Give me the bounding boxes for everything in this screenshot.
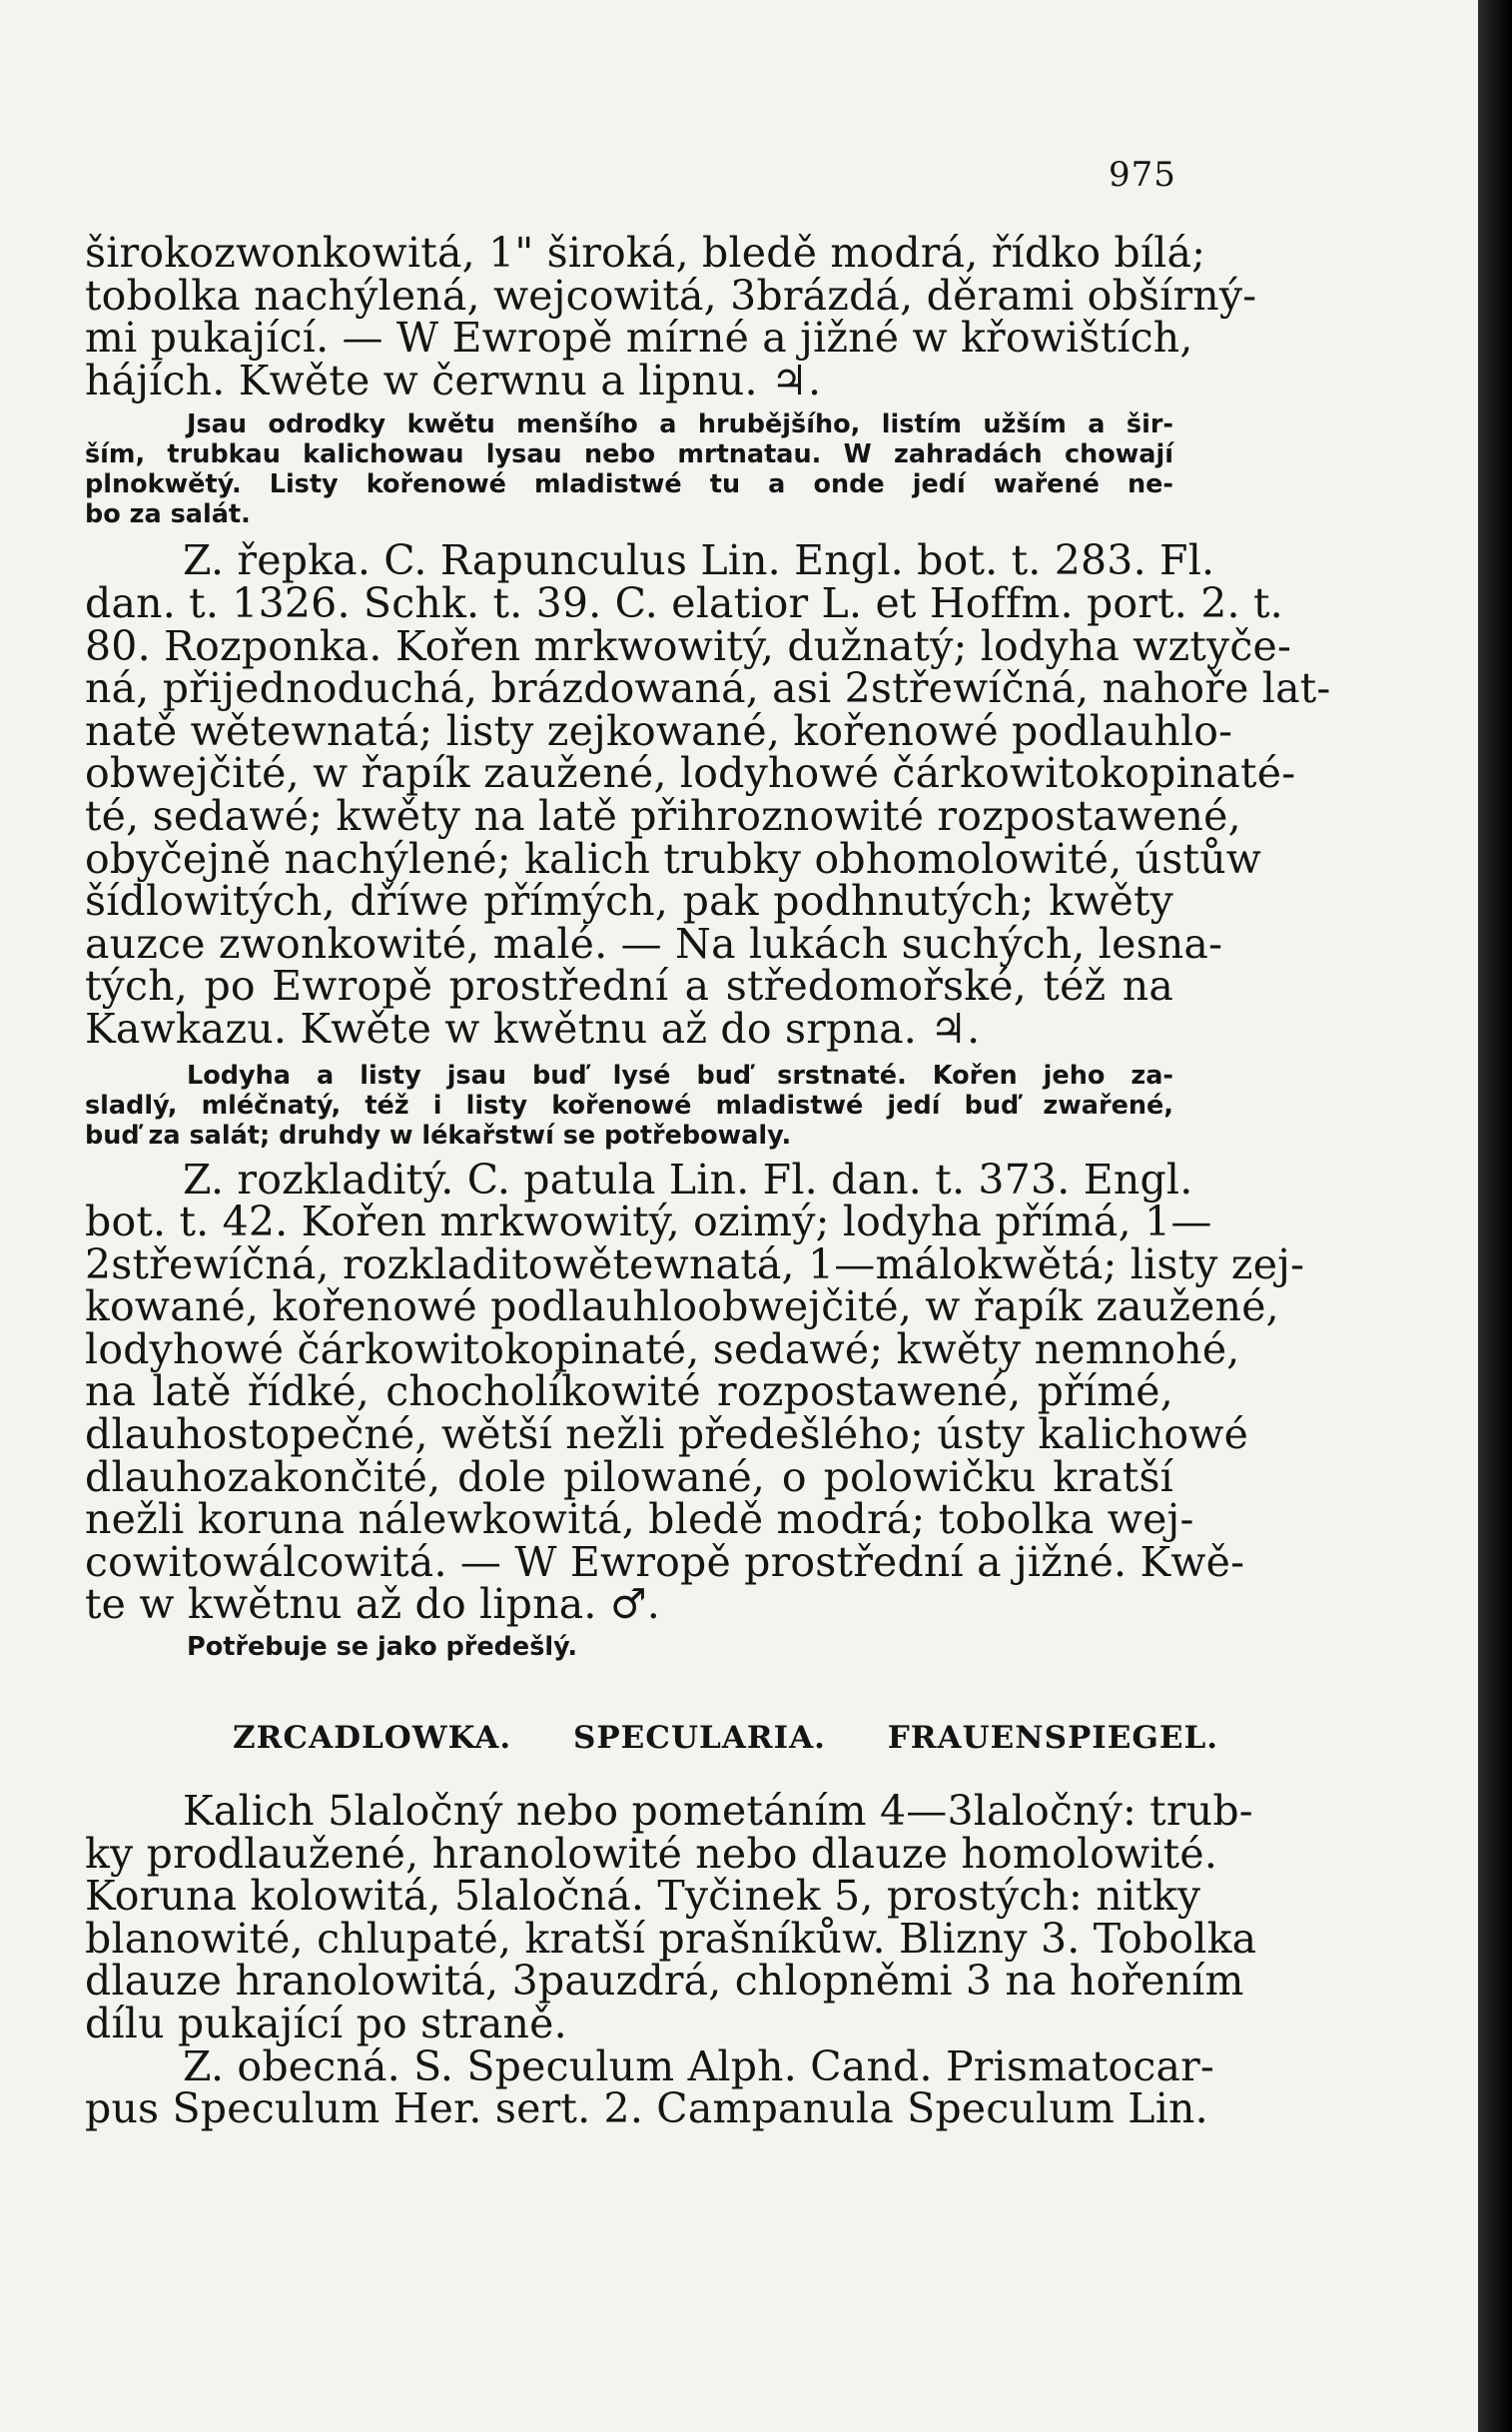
note-line: plnokwětý. Listy kořenowé mladistwé tu a onde jedí wařené ne- <box>85 469 1173 500</box>
species-heading-line: Z. obecná. S. Speculum Alph. Cand. Prismatocar- <box>183 2041 1215 2090</box>
genus-description <box>85 1787 1257 2047</box>
text-line: auzce zwonkowité, malé. — Na lukách suchých, lesna- <box>85 919 1223 968</box>
page-number: 975 <box>1109 155 1176 195</box>
note-line: Jsau odrodky kwětu menšího a hrubějšího, listím užším a šir- <box>187 409 1173 440</box>
text-line: pus Speculum Her. sert. 2. Campanula Speculum Lin. <box>85 2084 1208 2133</box>
genus-name-czech: ZRCADLOWKA. <box>233 1720 512 1757</box>
text-line: bot. t. 42. Kořen mrkwowitý, ozimý; lodyha přímá, 1— <box>85 1198 1212 1246</box>
text-line: Kawkazu. Kwěte w kwětnu až do srpna. ♃. <box>85 1004 981 1053</box>
text-line: kowané, kořenowé podlauhloobwejčité, w řapík zaužené, <box>85 1282 1279 1331</box>
note-line: Potřebuje se jako předešlý. <box>187 1632 578 1663</box>
text-line: nežli koruna nálewkowitá, bledě modrá; tobolka wej- <box>85 1495 1194 1544</box>
text-line: 80. Rozponka. Kořen mrkwowitý, dužnatý; lodyha wztyče- <box>85 621 1292 670</box>
genus-name-latin: SPECULARIA. <box>572 1720 826 1757</box>
text-line: obwejčité, w řapík zaužené, lodyhowé čárkowitokopinaté- <box>85 749 1296 798</box>
text-line: dlauze hranolowitá, 3pauzdrá, chlopněmi 3 na hořením <box>85 1957 1244 2006</box>
text-line: na latě řídké, chocholíkowité rozpostawené, přímé, <box>85 1367 1173 1416</box>
note-rapunculus <box>85 1061 1173 1151</box>
page-edge-shadow <box>1478 0 1512 2432</box>
species-rapunculus <box>85 536 1331 1053</box>
species-heading-line: Z. rozkladitý. C. patula Lin. Fl. dan. t. 373. Engl. <box>183 1155 1193 1204</box>
note-line: buď za salát; druhdy w lékařstwí se potřebowaly. <box>85 1120 792 1151</box>
text-line: dílu pukající po straně. <box>85 2000 567 2047</box>
text-line: dlauhozakončité, dole pilowané, o polowičku kratší <box>85 1452 1173 1501</box>
genus-name-german: FRAUENSPIEGEL. <box>887 1720 1219 1757</box>
species-patula <box>85 1155 1305 1629</box>
text-column <box>85 229 1331 2133</box>
text-line: hájích. Kwěte w čerwnu a lipnu. ♃. <box>85 356 822 405</box>
text-line: dan. t. 1326. Schk. t. 39. C. elatior L. et Hoffm. port. 2. t. <box>85 578 1283 627</box>
text-line: mi pukající. — W Ewropě mírné a jižné w křowištích, <box>85 314 1193 363</box>
genus-heading <box>85 1720 1219 1757</box>
note-line: Lodyha a listy jsau buď lysé buď srstnaté. Kořen jeho za- <box>187 1060 1173 1091</box>
text-line: širokozwonkowitá, 1" široká, bledě modrá, řídko bílá; <box>85 229 1206 277</box>
text-line: ky prodlaužené, hranolowité nebo dlauze homolowité. <box>85 1829 1218 1878</box>
text-line: blanowité, chlupaté, kratší prašníkůw. Blizny 3. Tobolka <box>85 1914 1257 1963</box>
text-line: cowitowálcowitá. — W Ewropě prostřední a jižné. Kwě- <box>85 1537 1245 1586</box>
text-line: tých, po Ewropě prostřední a středomořské, též na <box>85 962 1173 1011</box>
text-line: te w kwětnu až do lipna. ♂. <box>85 1580 661 1629</box>
species-speculum <box>85 2041 1215 2133</box>
text-line: dlauhostopečné, wětší nežli předešlého; ústy kalichowé <box>85 1410 1249 1459</box>
text-line: té, sedawé; kwěty na latě přihroznowité rozpostawené, <box>85 791 1241 840</box>
paragraph-campanula-end <box>85 229 1257 405</box>
text-line: obyčejně nachýlené; kalich trubky obhomolowité, ústůw <box>85 834 1262 883</box>
text-line: lodyhowé čárkowitokopinaté, sedawé; kwěty nemnohé, <box>85 1324 1240 1373</box>
text-line: 2střewíčná, rozkladitowětewnatá, 1—málokwětá; listy zej- <box>85 1239 1305 1288</box>
text-line: Koruna kolowitá, 5laločná. Tyčinek 5, prostých: nitky <box>85 1872 1201 1921</box>
text-line: Kalich 5laločný nebo pometáním 4—3laločný: trub- <box>183 1787 1253 1836</box>
text-line: ná, přijednoduchá, brázdowaná, asi 2střewíčná, nahoře lat- <box>85 664 1331 713</box>
note-line: bo za salát. <box>85 499 251 530</box>
species-heading-line: Z. řepka. C. Rapunculus Lin. Engl. bot. t. 283. Fl. <box>183 536 1215 585</box>
note-line: ším, trubkau kalichowau lysau nebo mrtnatau. W zahradách chowají <box>85 439 1173 470</box>
text-line: šídlowitých, dříwe přímých, pak podhnutých; kwěty <box>85 877 1173 926</box>
note-varieties <box>85 409 1173 529</box>
note-line: sladlý, mléčnatý, též i listy kořenowé mladistwé jedí buď zwařené, <box>85 1090 1173 1121</box>
note-patula <box>85 1632 1173 1662</box>
text-line: tobolka nachýlená, wejcowitá, 3brázdá, děrami obšírný- <box>85 271 1257 320</box>
text-line: natě wětewnatá; listy zejkowané, kořenowé podlauhlo- <box>85 706 1233 755</box>
